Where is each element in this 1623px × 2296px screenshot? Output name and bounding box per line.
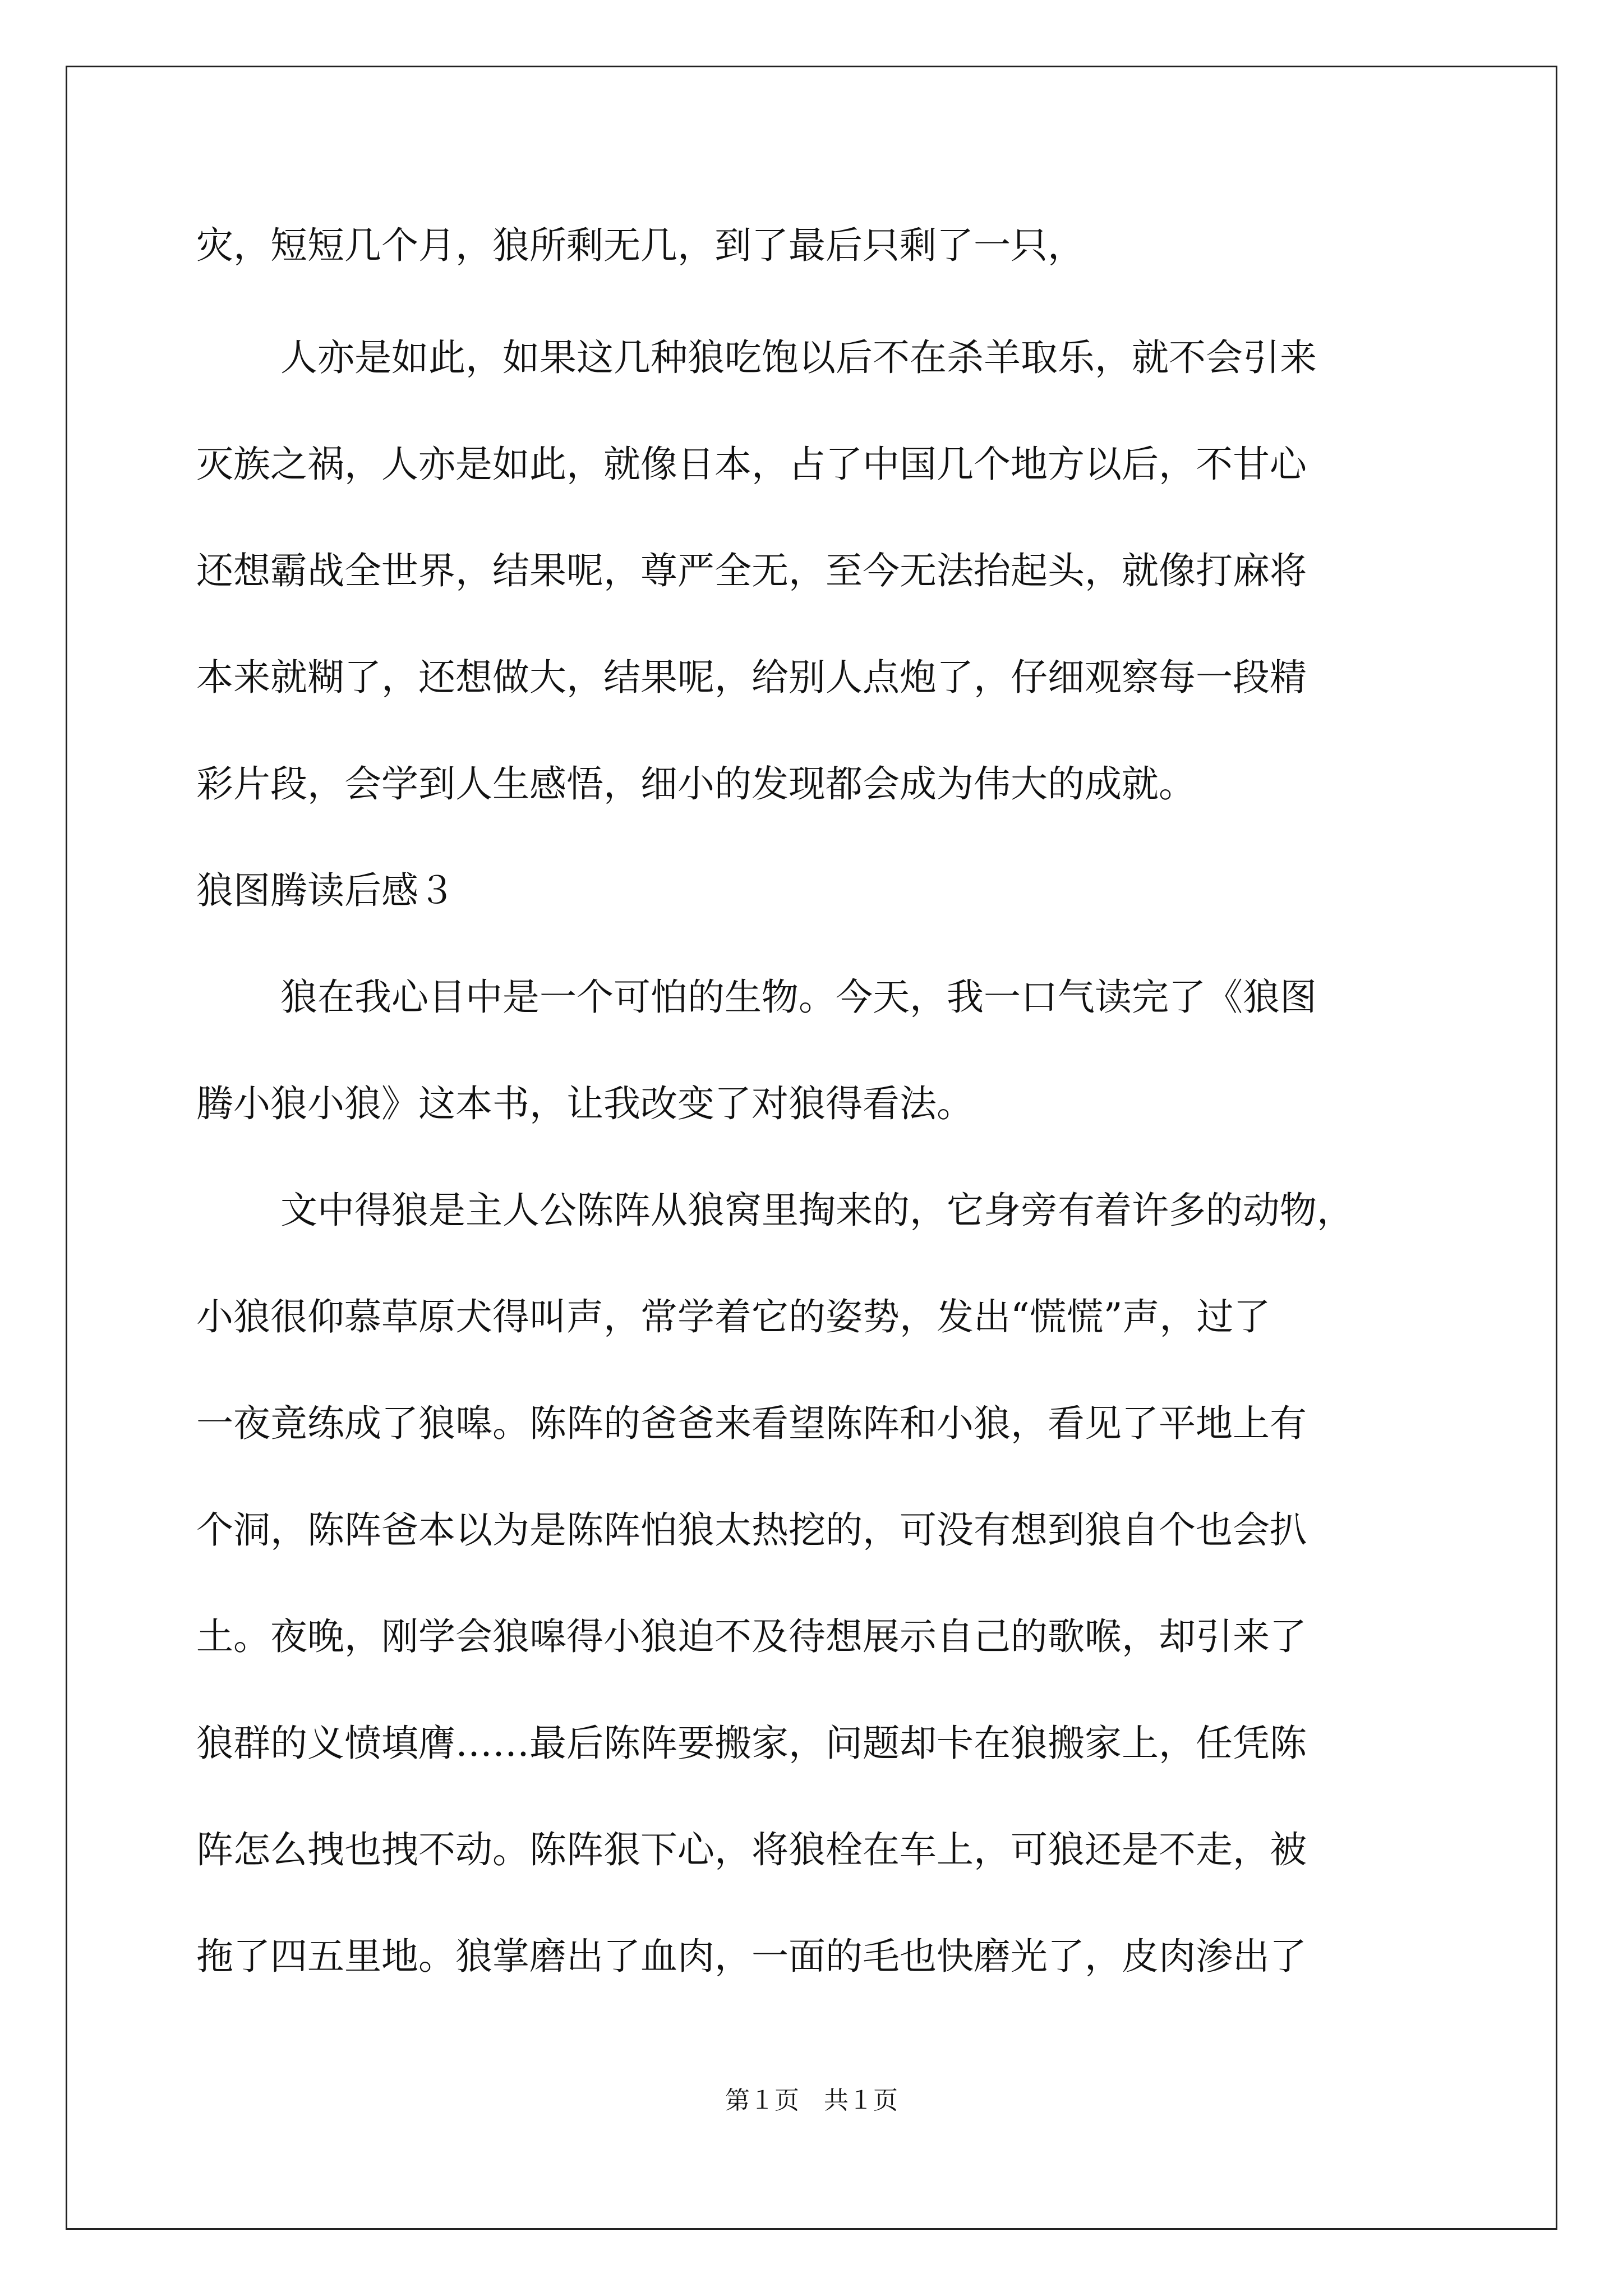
paragraph-line: 本来就糊了，还想做大，结果呢，给别人点炮了，仔细观察每一段精 [196,656,1307,699]
paragraph-line: 彩片段，会学到人生感悟，细小的发现都会成为伟大的成就。 [196,762,1196,806]
page-border [66,66,1557,2230]
paragraph-line: 土。夜晚，刚学会狼嗥得小狼迫不及待想展示自己的歌喉，却引来了 [196,1615,1307,1658]
paragraph-line: 狼在我心目中是一个可怕的生物。今天，我一口气读完了《狼图 [280,976,1317,1019]
paragraph-line: 文中得狼是主人公陈阵从狼窝里掏来的，它身旁有着许多的动物， [280,1189,1354,1232]
paragraph-line: 阵怎么拽也拽不动。陈阵狠下心，将狼栓在车上，可狼还是不走，被 [196,1828,1307,1871]
section-heading: 狼图腾读后感３ [196,869,455,912]
paragraph-line: 灭族之祸，人亦是如此，就像日本，占了中国几个地方以后，不甘心 [196,443,1307,486]
paragraph-line: 小狼很仰慕草原犬得叫声，常学着它的姿势，发出“慌慌”声，过了 [196,1295,1271,1338]
paragraph-line: 个洞，陈阵爸本以为是陈阵怕狼太热挖的，可没有想到狼自个也会扒 [196,1508,1307,1552]
paragraph-line: 腾小狼小狼》这本书，让我改变了对狼得看法。 [196,1082,974,1125]
paragraph-line: 还想霸战全世界，结果呢，尊严全无，至今无法抬起头，就像打麻将 [196,549,1307,592]
paragraph-line: 一夜竟练成了狼嗥。陈阵的爸爸来看望陈阵和小狼，看见了平地上有 [196,1402,1307,1445]
page-footer: 第１页 共１页 [725,2086,898,2115]
paragraph-line: 狼群的义愤填膺……最后陈阵要搬家，问题却卡在狼搬家上，任凭陈 [196,1722,1307,1765]
paragraph-line: 灾，短短几个月，狼所剩无几，到了最后只剩了一只， [196,224,1085,267]
paragraph-line: 人亦是如此，如果这几种狼吃饱以后不在杀羊取乐，就不会引来 [280,336,1317,379]
paragraph-line: 拖了四五里地。狼掌磨出了血肉，一面的毛也快磨光了，皮肉渗出了 [196,1935,1307,1978]
